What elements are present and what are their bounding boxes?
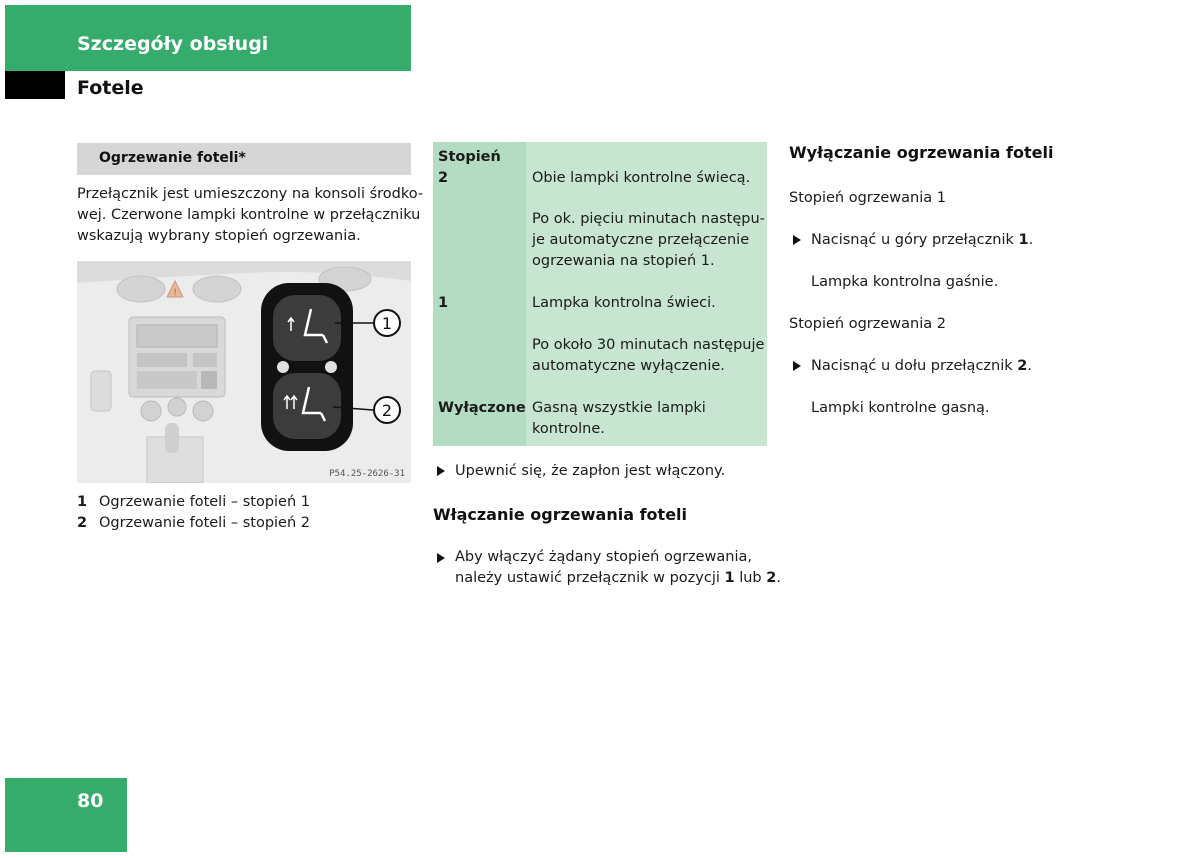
enable-instruction-line: Aby włączyć żądany stopień ogrzewania, bbox=[455, 549, 752, 565]
table-desc-line: Obie lampki kontrolne świecą. bbox=[532, 170, 751, 186]
level-2-result: Lampki kontrolne gasną. bbox=[811, 400, 990, 416]
level-2-label: Stopień ogrzewania 2 bbox=[789, 316, 946, 332]
bullet-arrow-icon bbox=[793, 235, 801, 245]
position-number: 1 bbox=[724, 570, 735, 586]
instruction-text: . bbox=[1028, 232, 1034, 248]
instruction-text: Nacisnąć u dołu przełącznik bbox=[811, 358, 1018, 374]
intro-line: wej. Czerwone lampki kontrolne w przełączniku bbox=[77, 207, 421, 223]
table-level-cell: 1 bbox=[438, 295, 449, 311]
level-2-instruction bbox=[811, 356, 1032, 377]
intro-paragraph bbox=[77, 184, 424, 247]
table-desc-line: automatyczne wyłączenie. bbox=[532, 358, 725, 374]
instruction-text: Nacisnąć u góry przełącznik bbox=[811, 232, 1019, 248]
table-desc-line: je automatyczne przełączenie bbox=[532, 232, 750, 248]
instruction-text: . bbox=[1027, 358, 1032, 374]
callout-2-label: 2 bbox=[381, 401, 393, 420]
caption-text: Ogrzewanie foteli – stopień 1 bbox=[99, 494, 311, 510]
section-title: Szczegóły obsługi bbox=[77, 33, 269, 55]
page-number: 80 bbox=[77, 790, 104, 812]
ignition-instruction: Upewnić się, że zapłon jest włączony. bbox=[455, 463, 726, 479]
seat-heater-switch-illustration bbox=[77, 261, 411, 483]
level-1-label: Stopień ogrzewania 1 bbox=[789, 190, 946, 206]
caption-item bbox=[77, 492, 310, 513]
enable-instruction-line bbox=[455, 568, 781, 589]
figure-caption-list bbox=[77, 492, 310, 534]
switch-number: 1 bbox=[1018, 232, 1029, 248]
subsection-title: Ogrzewanie foteli* bbox=[99, 150, 246, 166]
table-desc-line: Po około 30 minutach następuje bbox=[532, 337, 765, 353]
bullet-arrow-icon bbox=[437, 466, 445, 476]
table-desc-line: Po ok. pięciu minutach następu- bbox=[532, 211, 765, 227]
disable-heating-heading: Wyłączanie ogrzewania foteli bbox=[789, 143, 1054, 162]
intro-line: Przełącznik jest umieszczony na konsoli środko- bbox=[77, 186, 424, 202]
page-number-box bbox=[5, 778, 127, 852]
callout-1-label: 1 bbox=[381, 314, 393, 333]
table-level-cell: Wyłączone bbox=[438, 400, 526, 416]
position-number: 2 bbox=[766, 570, 777, 586]
header-tab-marker bbox=[5, 71, 65, 99]
table-header-level: Stopień bbox=[438, 149, 501, 165]
enable-heating-heading: Włączanie ogrzewania foteli bbox=[433, 505, 688, 524]
table-desc-line: ogrzewania na stopień 1. bbox=[532, 253, 715, 269]
table-desc-line: Gasną wszystkie lampki bbox=[532, 400, 706, 416]
caption-number: 2 bbox=[77, 515, 88, 531]
enable-instruction-text: . bbox=[776, 570, 781, 586]
level-1-instruction bbox=[811, 230, 1033, 251]
figure-reference-code: P54.25-2626-31 bbox=[329, 469, 405, 479]
bullet-arrow-icon bbox=[437, 553, 445, 563]
switch-number: 2 bbox=[1017, 358, 1028, 374]
caption-item bbox=[77, 513, 310, 534]
page-title: Fotele bbox=[77, 77, 144, 99]
enable-instruction-text: lub bbox=[734, 570, 767, 586]
bullet-arrow-icon bbox=[793, 361, 801, 371]
caption-text: Ogrzewanie foteli – stopień 2 bbox=[99, 515, 311, 531]
table-desc-line: kontrolne. bbox=[532, 421, 605, 437]
dashboard-drawing bbox=[77, 261, 411, 483]
table-level-cell: 2 bbox=[438, 170, 449, 186]
table-desc-line: Lampka kontrolna świeci. bbox=[532, 295, 716, 311]
caption-number: 1 bbox=[77, 494, 88, 510]
svg-text:!: ! bbox=[173, 288, 177, 298]
enable-instruction-text: należy ustawić przełącznik w pozycji bbox=[455, 570, 725, 586]
intro-line: wskazują wybrany stopień ogrzewania. bbox=[77, 228, 361, 244]
level-1-result: Lampka kontrolna gaśnie. bbox=[811, 274, 999, 290]
